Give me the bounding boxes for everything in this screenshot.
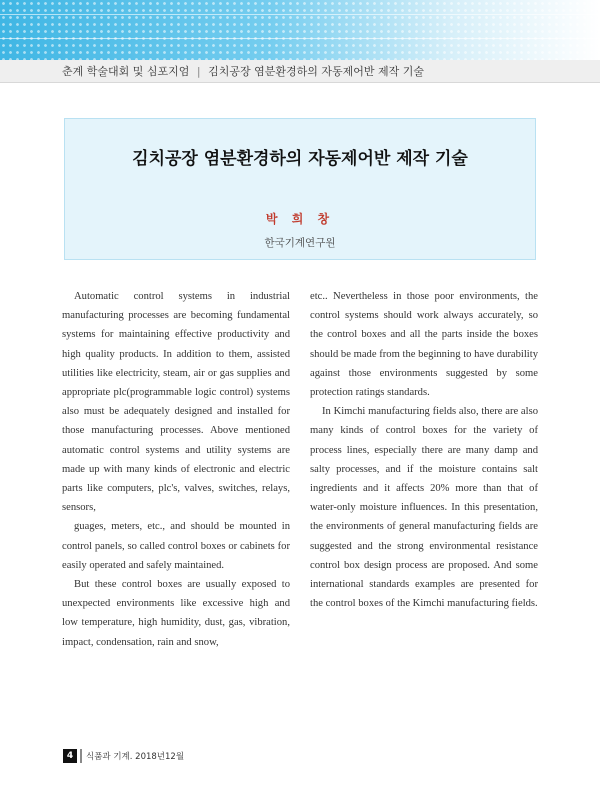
- article-title: 김치공장 염분환경하의 자동제어반 제작 기술: [132, 149, 468, 169]
- body-paragraph: etc.. Nevertheless in those poor environments, the control systems should work always accurately, so the control boxes and all the parts inside the boxes should be made from the beginning to have durability against those environments suggested by some protection ratings standards.: [310, 291, 538, 399]
- header-section: 춘계 학술대회 및 심포지엄: [62, 65, 190, 78]
- body-paragraph: guages, meters, etc., and should be mounted in control panels, so called control boxes or cabinets for easily operated and safely maintained.: [62, 521, 290, 571]
- article-affiliation: 한국기계연구원: [264, 237, 336, 249]
- footer-journal: 식품과 기계. 2018년12월: [86, 752, 185, 762]
- top-banner: [0, 0, 600, 60]
- header-separator: |: [196, 65, 201, 78]
- banner-line: [0, 38, 600, 39]
- running-header: [62, 63, 424, 79]
- body-paragraph: In Kimchi manufacturing fields also, there are also many kinds of control boxes for the variety of process lines, especially there are many damp and salty processes, and if the moisture contains salt ingredients and it affects 20% more than that of water-only moisture influences. In this presentation, the environments of general manufacturing fields are suggested and the strong environmental resistance control box design process are proposed. And some international standards examples are presented for the control boxes of the Kimchi manufacturing fields.: [310, 406, 538, 610]
- banner-dot-pattern: [0, 0, 600, 60]
- footer-divider: [80, 749, 82, 763]
- banner-line: [0, 14, 600, 15]
- body-column-right: [310, 287, 538, 613]
- article-author: 박 희 창: [265, 212, 335, 226]
- body-paragraph: Automatic control systems in industrial manufacturing processes are becoming fundamental systems for maintaining effective productivity and high quality products. In addition to them, assisted utilities like electricity, steam, air or gas supplies and appropriate plc(programmable logic control) systems also must be adequately designed and installed for those manufacturing processes. Above mentioned automatic control systems and utility systems are made up with many kinds of electronic and electric parts like computers, plc's, valves, switches, relays, sensors,: [62, 291, 290, 514]
- body-paragraph: But these control boxes are usually exposed to unexpected environments like excessive high and low temperature, high humidity, dust, gas, vibration, impact, condensation, rain and snow,: [62, 579, 290, 648]
- body-column-left: [62, 287, 290, 652]
- page-number: 4: [63, 749, 77, 763]
- header-running-title: 김치공장 염분환경하의 자동제어반 제작 기술: [208, 65, 424, 78]
